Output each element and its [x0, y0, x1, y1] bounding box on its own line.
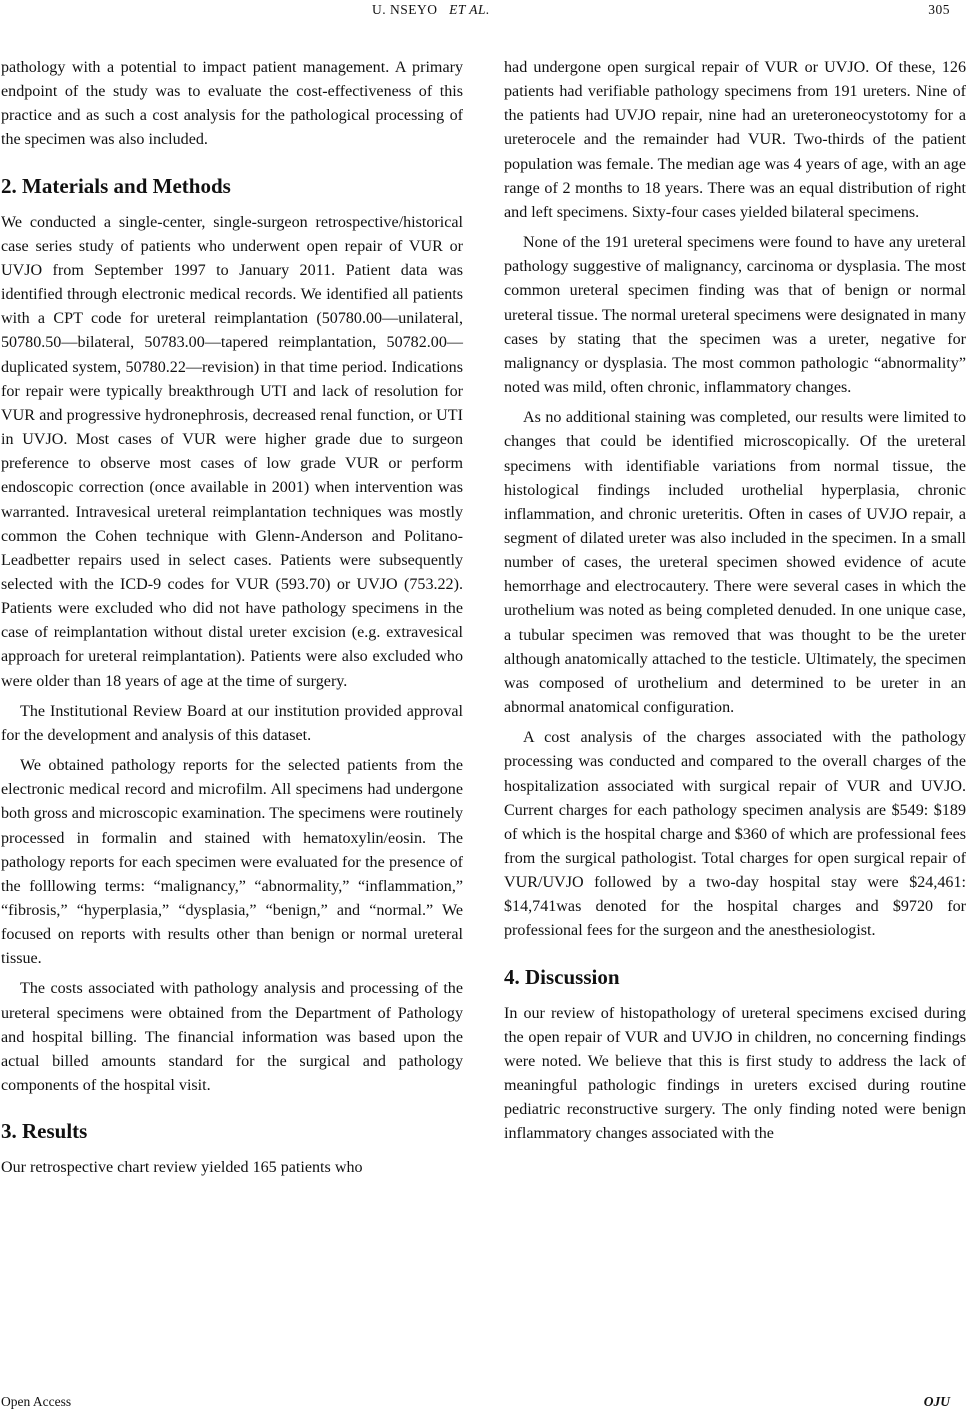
- results-continuation-paragraph: had undergone open surgical repair of VUR or UVJO. Of these, 126 patients had verifiable pathology specimens from 191 ureters. Nine of the patients had UVJO repair, nine had an ureteroneocystotomy for a ureterocele and the remainder had VUR. Two-thirds of the patient population was female. The median age was 4 years of age, with an age range of 2 months to 18 years. There was an equal distribution of right and left specimens. Sixty-four cases yielded bilateral specimens.: [504, 59, 966, 221]
- et-al: ET AL.: [449, 2, 490, 17]
- discussion-paragraph-1: In our review of histopathology of ureteral specimens excised during the open repair of VUR and UVJO in children, no concerning findings were noted. We believe that this is first study to address the lack of meaningful pathologic findings in ureters excised during routine pediatric reconstructive surgery. The only finding noted were benign inflammatory changes associated with the: [504, 1004, 966, 1143]
- methods-paragraph-1: We conducted a single-center, single-surgeon retrospective/historical case series study of patients who underwent open repair of VUR or UVJO from September 1997 to January 2011. Patient data was identified through electronic medical records. We identified all patients with a CPT code for ureteral reimplantation (50780.00—unilateral, 50780.50—bilateral, 50783.00—tapered reimplantation, 50782.00—duplicated system, 50780.22—revision) in that time period. Indications for repair were typically breakthrough UTI and lack of resolution for VUR and progressive hydronephrosis, decreased renal function, or UTI in UVJO. Most cases of VUR were higher grade due to surgeon preference to observe most cases of low grade VUR or perform endoscopic correction (once available in 2001) when intervention was warranted. Intravesical ureteral reimplantation techniques was mostly common the Cohen technique with Glenn-Anderson and Politano-Leadbetter repairs used in select cases. Patients were subsequently selected with the ICD-9 codes for VUR (593.70) or UVJO (753.22). Patients were excluded who did not have pathology specimens in the case of reimplantation without distal ureter excision (e.g. extravesical approach for ureteral reimplantation). Patients were also excluded who were older than 18 years of age at the time of surgery.: [1, 213, 463, 690]
- methods-paragraph-3: We obtained pathology reports for the selected patients from the electronic medical record and microfilm. All specimens had undergone both gross and microscopic examination. The specimens were routinely processed in formalin and stained with hematoxylin/eosin. The pathology reports for each specimen were evaluated for the presence of the folllowing terms: “malignancy,” “abnormality,” “inflammation,” “fibrosis,” “hyperplasia,” “dysplasia,” “benign,” and “normal.” We focused on reports with results other than benign or normal ureteral tissue.: [1, 757, 463, 968]
- footer-journal-abbrev: OJU: [923, 1394, 950, 1409]
- section-heading-results: 3. Results: [1, 1119, 88, 1144]
- results-paragraph-1: Our retrospective chart review yielded 165 patients who: [1, 1159, 363, 1177]
- results-paragraph-4: A cost analysis of the charges associated with the pathology processing was conducted and compared to the overall charges of the hospitalization associated with surgical repair of VUR and UVJO. Current charges for each pathology specimen analysis are $549: $189 of which is the hospital charge and $360 of which are professional fees from the surgical pathologist. Total charges for open surgical repair of VUR/UVJO followed by a two-day hospital stay were $24,461: $14,741was denoted for the hospital charges and $9720 for professional fees for the surgeon and the anesthesiologist.: [504, 729, 966, 940]
- page-number: 305: [928, 2, 950, 17]
- running-head: [0, 0, 968, 24]
- author-names: U. NSEYO: [372, 2, 438, 17]
- left-column: [1, 56, 463, 1180]
- intro-continuation-paragraph: pathology with a potential to impact patient management. A primary endpoint of the study was to evaluate the cost-effectiveness of this practice and as such a cost analysis for the pathological processing of the specimen was also included.: [1, 59, 463, 149]
- results-paragraph-3: As no additional staining was completed, our results were limited to changes that could be identified microscopically. Of the ureteral specimens with identifiable variations from normal tissue, the histological findings included urothelial hyperplasia, chronic inflammation, and chronic ureteritis. Often in cases of UVJO repair, a segment of dilated ureter was also included in the specimen. In a small number of cases, the ureteral specimen showed evidence of acute hemorrhage and electrocautery. There were several cases in which the urothelium was noted as being completed denuded. In one unique case, a tubular specimen was removed that was thought to be the ureter although anatomically attached to the testicle. Ultimately, the specimen was composed of urothelium and determined to be ureter in an abnormal anatomical configuration.: [504, 409, 966, 717]
- results-paragraph-2: None of the 191 ureteral specimens were found to have any ureteral pathology suggestive of malignancy, carcinoma or dysplasia. The most common ureteral specimen finding was that of benign or normal ureteral tissue. The normal ureteral specimens were designated in many cases by stating that the specimen was a ureter, negative for malignancy or dysplasia. The most common pathologic “abnormality” noted was mild, often chronic, inflammatory changes.: [504, 234, 966, 397]
- section-heading-methods: 2. Materials and Methods: [1, 173, 231, 198]
- running-head-authors: [372, 2, 490, 18]
- right-column: [504, 56, 966, 1147]
- methods-paragraph-2: The Institutional Review Board at our institution provided approval for the development and analysis of this dataset.: [1, 702, 463, 744]
- footer-open-access: Open Access: [1, 1394, 72, 1409]
- methods-paragraph-4: The costs associated with pathology analysis and processing of the ureteral specimens were obtained from the Department of Pathology and hospital billing. The financial information was based upon the actual billed amounts standard for the surgical and pathology components of the hospital visit.: [1, 980, 463, 1095]
- section-heading-discussion: 4. Discussion: [504, 964, 620, 989]
